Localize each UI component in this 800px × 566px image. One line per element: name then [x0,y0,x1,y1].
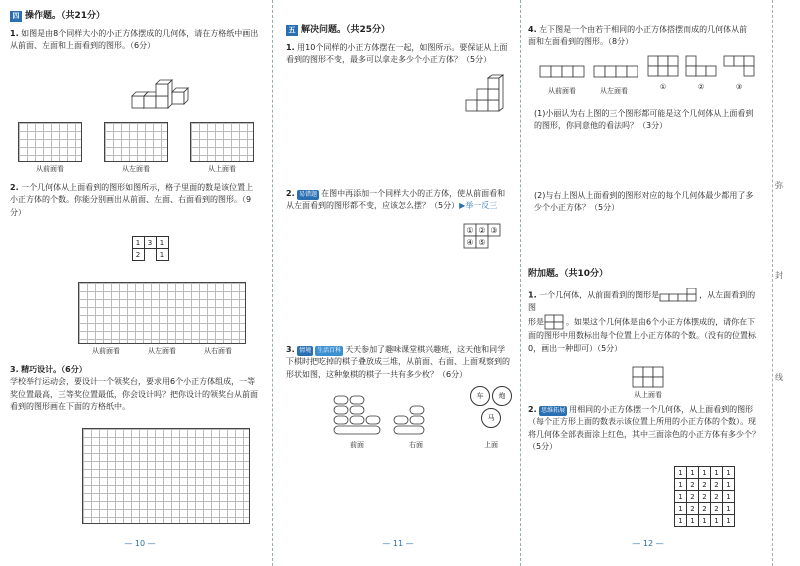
top-view-number-table [120,236,169,261]
question-1: 1. 用10个同样的小正方体摆在一起，如图所示。要保证从上面看到的图形不变，最多可以拿走多少个小正方体？（5分） [286,43,508,65]
top-view-number-table: 1 1 1 1 1 1 2 2 2 1 1 2 2 2 1 1 2 2 2 1 1 1 1 1 1 [674,466,735,527]
chess-piece-che: 车 [470,386,490,406]
caption-top: 从上面看 [634,391,662,399]
margin-char: 封 [775,271,783,280]
caption-left: 从左面看 [148,347,176,355]
section-header [10,10,105,24]
page-12 [524,0,786,566]
chess-piece-ma: 马 [481,408,501,428]
related-link[interactable]: ▶举一反三 [459,201,498,211]
extra-question-1: 1. 一个几何体，从前面看到的图形是 ，从左面看到的图 形是 。如果这个几何体是由6个小正方体摆成的，请你在下面的图形中用数标出每个位置上小正方体的个数。（没有的位置标0，画出一种即可）（5分） [528,288,760,355]
option-label: ② [697,83,705,91]
cube-figure [130,78,192,114]
section-header [286,24,390,38]
tag-thinking-extension: 思维拓展 [541,407,566,414]
section-number: 四 [10,11,22,22]
question-1: 1. 如图是由8个同样大小的小正方体摆成的几何体，请在方格纸中画出从前面、左面和上面看到的图形。（6分） [10,29,259,51]
table-cell: 1 [132,237,144,249]
section-title: 解决问题。（共25分） [301,25,391,35]
caption-top: 上面 [484,441,498,449]
question-4: 4. 左下图是一个由若干相同的小正方体搭摆而成的几何体从前面和左面看到的图形。（8分） [528,25,748,47]
caption-front: 从前面看 [92,347,120,355]
extra-question-2: 2. 思维拓展 用相同的小正方体摆一个几何体，从上面看到的图形（每个正方形上面的数表示该位置上所用的小正方体的个数）。现将几何体全部表面涂上红色，其中三面涂色的小正方体有多少个？（5分） [528,405,760,452]
drawing-grid-views[interactable] [78,282,246,344]
caption-right: 从右面看 [204,347,232,355]
drawing-grid-podium[interactable] [82,428,250,524]
tag-scenario: 情境 [299,347,312,354]
top-view-answer-grid[interactable] [632,366,664,390]
page-11 [278,0,518,566]
views-figure [538,58,638,84]
page-divider [272,0,273,566]
tag-error-prone: 易错题 [299,191,318,198]
option-label: ③ [735,83,743,91]
margin-char: 线 [775,373,783,382]
drawing-grid-top[interactable] [190,122,254,162]
page-number: — 12 — [632,539,664,548]
page-number: — 11 — [382,539,414,548]
question-4-part-1: (1)小丽认为右上图的三个图形都可能是这个几何体从上面看到的图形，你同意他的看法吗？（3分） [534,109,754,131]
question-4-part-2: (2)与右上图从上面看到的图形对应的每个几何体最少都用了多少个小正方体？（5分） [534,191,754,213]
question-2: 2. 易错题 在图中再添加一个同样大小的正方体，使从前面看和从左面看到的图形都不变，应该怎么摆？（5分）▶举一反三 [286,189,506,211]
table-cell: 3 [144,237,156,249]
cube-label: ① [466,226,474,235]
caption-front: 从前面看 [548,87,576,95]
front-view-shape [659,288,699,302]
option-label: ① [659,83,667,91]
extra-section-header [528,268,608,282]
caption-left: 从左面看 [600,87,628,95]
page-10 [0,0,268,566]
left-view-shape [544,314,566,330]
question-3: 3. 精巧设计。（6分） 学校举行运动会，要设计一个领奖台，要求用6个小正方体组成，一等奖位置最高，三等奖位置最低，你会设计吗？把你设计的领奖台从前面看到的图形画在下面的方格纸中。 [10,365,258,412]
chess-pieces-figure [332,392,462,444]
cube-label: ② [478,226,486,235]
table-cell: 2 [132,249,144,261]
caption-left: 从左面看 [122,165,150,173]
page-number: — 10 — [124,539,156,548]
cube-stack-figure [464,74,508,114]
drawing-grid-front[interactable] [18,122,82,162]
question-2: 2. 一个几何体从上面看到的图形如图所示，格子里面的数是该位置上小正方体的个数。你能分别画出从前面、左面、右面看到的图形。（9分） [10,183,254,217]
cube-label: ③ [490,226,498,235]
cube-label: ④ [466,238,474,247]
drawing-grid-left[interactable] [104,122,168,162]
caption-front: 前面 [350,441,364,449]
table-cell: 1 [156,237,168,249]
margin-char: 弥 [775,181,783,190]
question-3: 3. 情境 生活百科 天天参加了趣味课堂棋兴趣班，这天他和同学下棋时把吃掉的棋子叠放成三堆，从前面、右面、上面观察到的形状如图，这种象棋的棋子一共有多少枚？（6分） [286,345,510,379]
caption-right: 右面 [409,441,423,449]
chess-piece-pao: 炮 [492,386,512,406]
section-number: 五 [286,25,298,36]
tag-life-encyclopedia: 生活百科 [317,347,342,354]
cube-label: ⑤ [478,238,486,247]
table-cell: 1 [156,249,168,261]
section-title: 附加题。（共10分） [528,269,609,279]
caption-top: 从上面看 [208,165,236,173]
page-divider [520,0,521,566]
numbered-cube-figure [462,220,508,252]
caption-front: 从前面看 [36,165,64,173]
section-title: 操作题。（共21分） [25,11,106,21]
seal-line-margin [772,0,786,566]
